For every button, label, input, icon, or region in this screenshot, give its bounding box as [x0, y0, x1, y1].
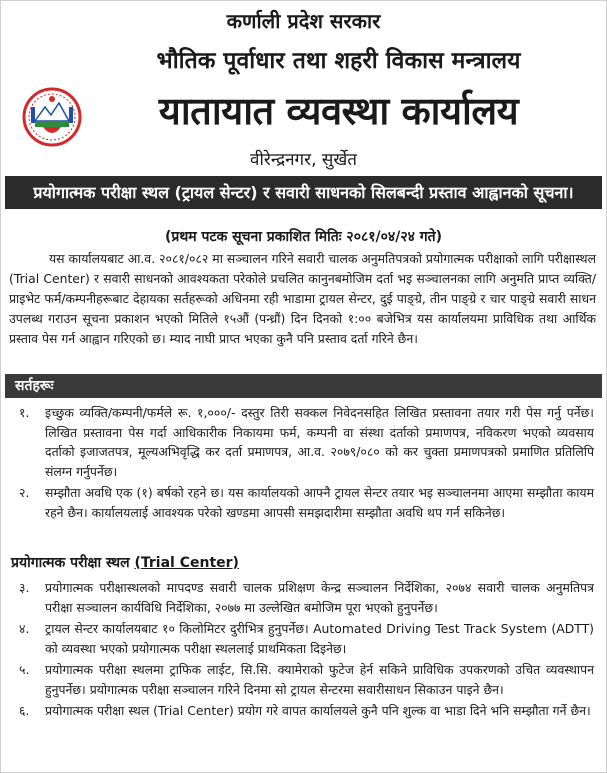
list-item — [9, 483, 594, 522]
list-item — [9, 619, 594, 658]
trial-center-heading — [11, 553, 239, 572]
list-item-text: प्रयोगात्मक परीक्षास्थलको मापदण्ड सवारी चालक प्रशिक्षण केन्द्र सञ्चालन निर्देशिका, २०७४ सवारी चालक अनुमतिपत्र परीक्षा सञ्चालन कार्यविधि निर्देशिका, २०७७ मा उल्लेखित बमोजिम पूरा भएको हुनुपर्नेछ। — [45, 580, 594, 615]
list-item-number: ३. — [19, 580, 30, 595]
trial-center-heading-en: (Trial Center) — [134, 555, 239, 571]
intro-paragraph: यस कार्यालयबाट आ.व. २०८१/०८२ मा सञ्चालन गरिने सवारी चालक अनुमतिपत्रको प्रयोगात्मक परीक्षाको लागि परीक्षास्थल (Trial Center) र सवारी साधनको आवश्यकता परेकोले प्रचलित कानुनबमोजिम दर्ता भइ सञ्चालनका लागि अनुमति प्राप्त व्यक्ति/प्राइभेट फर्म/कम्पनीहरूबाट देहायका सर्तहरूको अधिनमा रही भाडामा ट्रायल सेन्टर, दुई पाङ्ग्रे, तीन पाङ्ग्रे र चार पाङ्ग्रे सवारी साधन उपलब्ध गराउन सूचना प्रकाशन भएको मितिले १५औं (पन्ध्रौं) दिन दिनको १:०० बजेभित्र यस कार्यालयमा प्राविधिक तथा आर्थिक प्रस्ताव पेस गर्न आह्वान गरिएको छ। म्याद नाघी प्राप्त भएका कुनै पनि प्रस्ताव दर्ता गरिने छैन। — [9, 251, 596, 346]
conditions-list — [9, 403, 594, 524]
trial-center-heading-np: प्रयोगात्मक परीक्षा स्थल — [11, 555, 130, 571]
office-location: वीरेन्द्रनगर, सुर्खेत — [250, 150, 357, 170]
list-item-number: १. — [19, 405, 30, 420]
list-item — [9, 660, 594, 699]
government-name: कर्णाली प्रदेश सरकार — [226, 9, 381, 33]
publication-date: (प्रथम पटक सूचना प्रकाशित मितिः २०८१/०४/२४ गते) — [164, 229, 443, 245]
conditions-heading: सर्तहरूः — [5, 374, 602, 398]
list-item-text: इच्छुक व्यक्ति/कम्पनी/फर्मले रू. १,०००/- दस्तुर तिरी सक्कल निवेदनसहित लिखित प्रस्तावना तयार गरी पेस गर्नु पर्नेछ। लिखित प्रस्तावना पेस गर्दा आधिकारीक निकायमा फर्म, कम्पनी वा संस्था दर्ताको प्रमाणपत्र, नविकरण भएको व्यवसाय दर्ताको इजाजतपत्र, मूल्यअभिवृद्धि कर दर्ता प्रमाणपत्र, आ.व. २०७९/०८० को कर चुक्ता प्रमाणपत्रको प्रमाणित प्रतिलिपि संलग्न गर्नुपर्नेछ। — [45, 405, 594, 479]
list-item-text: ट्रायल सेन्टर कार्यालयबाट १० किलोमिटर दुरीभित्र हुनुपर्नेछ। Automated Driving Test Track System (ADTT) को व्यवस्था भएको प्रयोगात्मक परीक्षा स्थललाई प्राथमिकता दिइनेछ। — [45, 621, 594, 656]
list-item-text: प्रयोगात्मक परीक्षा स्थल (Trial Center) प्रयोग गरे वापत कार्यालयले कुनै पनि शुल्क वा भाडा दिने भनि सम्झौता गर्ने छैन। — [45, 703, 591, 718]
trial-conditions-list — [9, 578, 594, 723]
notice-header — [1, 1, 606, 170]
list-item — [9, 403, 594, 481]
list-item-number: ४. — [19, 621, 30, 636]
list-item-text: प्रयोगात्मक परीक्षा स्थलमा ट्राफिक लाईट, सि.सि. क्यामेराको फुटेज हेर्न सकिने प्राविधिक उपकरणको उचित व्यवस्थापन हुनुपर्नेछ। प्रयोगात्मक परीक्षा सञ्चालन गरिने दिनमा सो ट्रायल सेन्टरमा सवारीसाधन सिकाउन पाइने छैन। — [45, 662, 594, 697]
ministry-name: भौतिक पूर्वाधार तथा शहरी विकास मन्त्रालय — [156, 48, 521, 74]
list-item — [9, 701, 594, 721]
notice-title-banner: प्रयोगात्मक परीक्षा स्थल (ट्रायल सेन्टर) र सवारी साधनको सिलबन्दी प्रस्ताव आह्वानको सूचना। — [5, 176, 602, 209]
office-name: यातायात व्यवस्था कार्यालय — [158, 89, 519, 133]
list-item-text: सम्झौता अवधि एक (१) बर्षको रहने छ। यस कार्यालयको आफ्नै ट्रायल सेन्टर तयार भइ सञ्चालनमा आएमा सम्झौता कायम रहने छैन। कार्यालयलाई आवश्यक परेको खण्डमा आपसी समझदारीमा सम्झौता अवधि थप गर्न सकिनेछ। — [45, 485, 594, 520]
list-item-number: २. — [19, 485, 30, 500]
list-item — [9, 578, 594, 617]
nepal-emblem-icon — [21, 87, 83, 147]
list-item-number: ५. — [19, 662, 30, 677]
list-item-number: ६. — [19, 703, 30, 718]
